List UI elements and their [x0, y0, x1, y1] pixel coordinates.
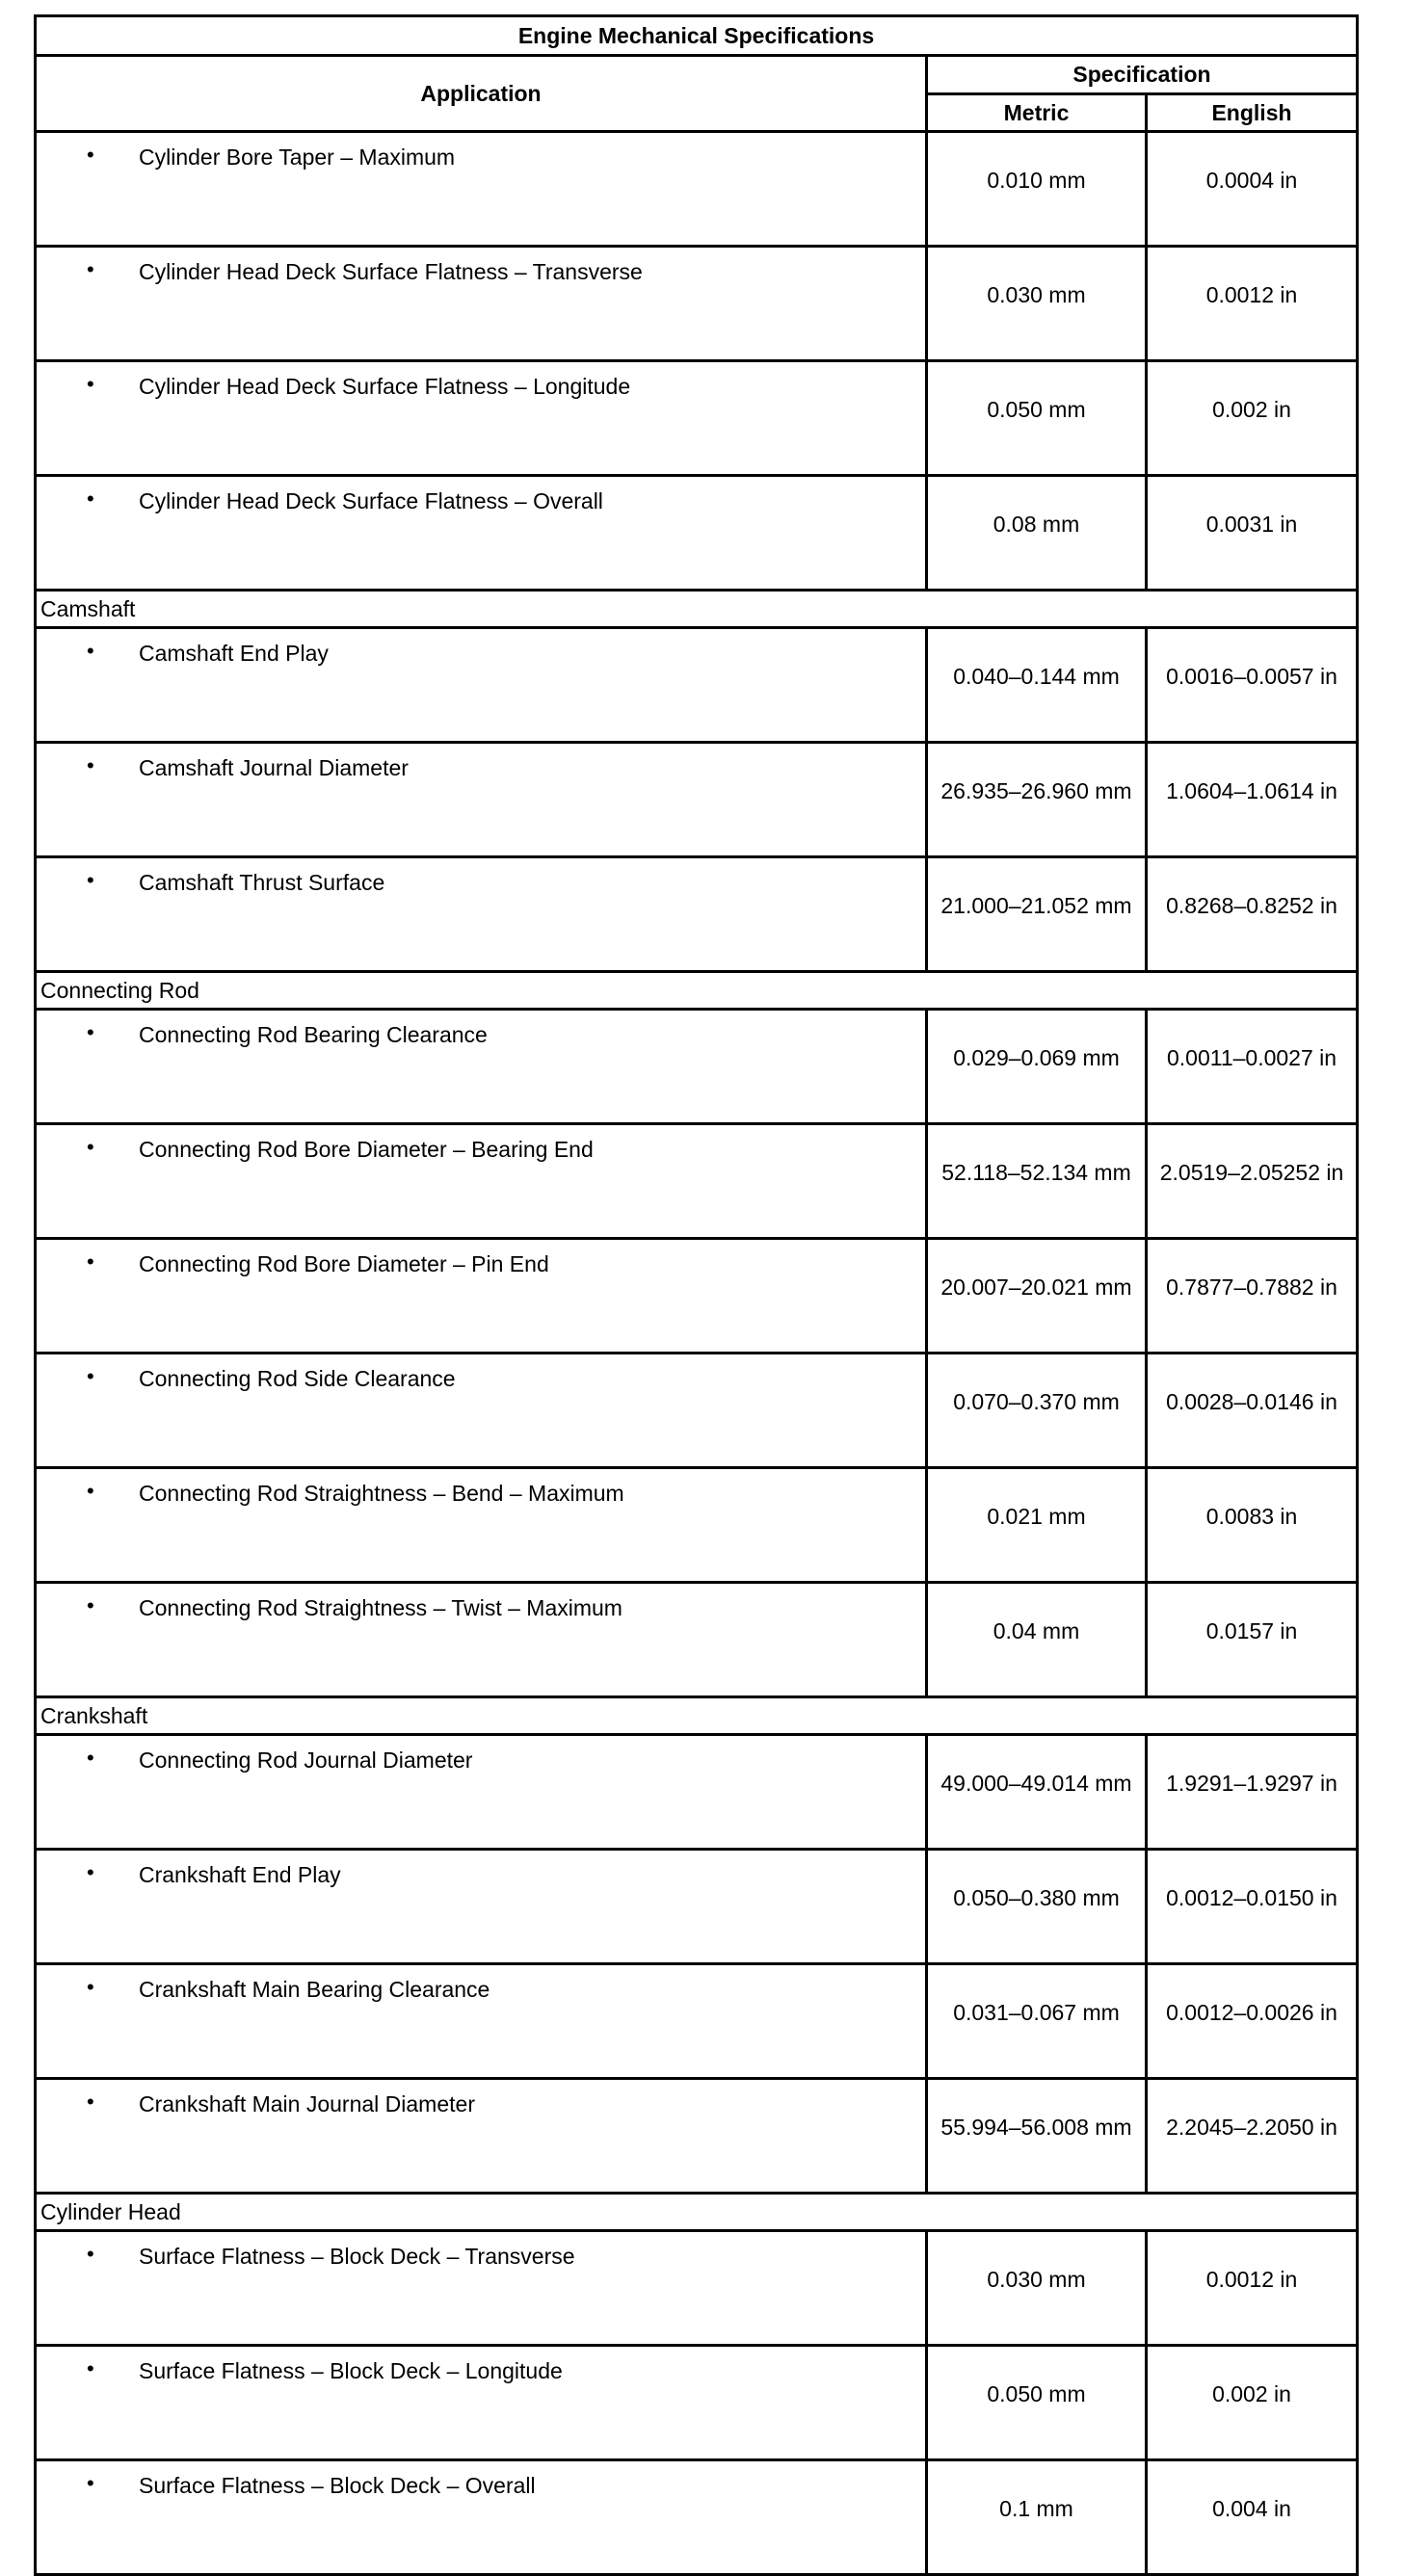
- title-row: [36, 16, 1358, 56]
- application-text: Cylinder Head Deck Surface Flatness – Overall: [139, 488, 603, 513]
- application-cell: [36, 1964, 927, 2079]
- table-title: Engine Mechanical Specifications: [36, 16, 1358, 56]
- application-text: Cylinder Bore Taper – Maximum: [139, 145, 456, 170]
- metric-header: Metric: [927, 94, 1147, 132]
- application-cell: [36, 2079, 927, 2194]
- application-cell: [36, 1124, 927, 1239]
- metric-value: 0.04 mm: [927, 1583, 1147, 1697]
- application-text: Crankshaft End Play: [139, 1862, 341, 1887]
- metric-value: 0.030 mm: [927, 247, 1147, 361]
- application-text: Cylinder Head Deck Surface Flatness – Longitude: [139, 374, 631, 399]
- bullet-icon: •: [87, 2090, 94, 2114]
- bullet-icon: •: [87, 2471, 94, 2495]
- table-row: [36, 361, 1358, 476]
- english-value: 2.2045–2.2050 in: [1147, 2079, 1358, 2194]
- application-text: Connecting Rod Straightness – Twist – Maximum: [139, 1595, 622, 1620]
- english-value: 0.0016–0.0057 in: [1147, 628, 1358, 743]
- table-row: [36, 1964, 1358, 2079]
- application-cell: [36, 857, 927, 972]
- application-text: Connecting Rod Straightness – Bend – Maximum: [139, 1481, 624, 1506]
- metric-value: 0.070–0.370 mm: [927, 1354, 1147, 1468]
- metric-value: 0.010 mm: [927, 132, 1147, 247]
- metric-value: 0.050–0.380 mm: [927, 1850, 1147, 1964]
- application-cell: [36, 361, 927, 476]
- application-text: Surface Flatness – Block Deck – Longitude: [139, 2358, 563, 2383]
- table-row: [36, 2079, 1358, 2194]
- table-row: [36, 1850, 1358, 1964]
- application-text: Connecting Rod Journal Diameter: [139, 1748, 473, 1773]
- english-value: 0.0004 in: [1147, 132, 1358, 247]
- bullet-icon: •: [87, 639, 94, 663]
- bullet-icon: •: [87, 1479, 94, 1503]
- table-row: [36, 1735, 1358, 1850]
- english-value: 0.0083 in: [1147, 1468, 1358, 1583]
- section-label: Camshaft: [36, 591, 1358, 628]
- metric-value: 0.050 mm: [927, 361, 1147, 476]
- metric-value: 52.118–52.134 mm: [927, 1124, 1147, 1239]
- bullet-icon: •: [87, 1593, 94, 1617]
- metric-value: 55.994–56.008 mm: [927, 2079, 1147, 2194]
- section-row: [36, 1697, 1358, 1735]
- metric-value: 0.031–0.067 mm: [927, 1964, 1147, 2079]
- application-cell: [36, 743, 927, 857]
- english-value: 1.9291–1.9297 in: [1147, 1735, 1358, 1850]
- application-cell: [36, 1239, 927, 1354]
- section-label: Cylinder Head: [36, 2194, 1358, 2231]
- table-row: [36, 1239, 1358, 1354]
- application-cell: [36, 1010, 927, 1124]
- english-value: 0.002 in: [1147, 361, 1358, 476]
- application-text: Connecting Rod Side Clearance: [139, 1366, 456, 1391]
- bullet-icon: •: [87, 372, 94, 396]
- table-row: [36, 2231, 1358, 2346]
- bullet-icon: •: [87, 1746, 94, 1770]
- application-text: Surface Flatness – Block Deck – Overall: [139, 2473, 536, 2498]
- english-header: English: [1147, 94, 1358, 132]
- section-label: Connecting Rod: [36, 972, 1358, 1010]
- table-row: [36, 2460, 1358, 2575]
- english-value: 0.7877–0.7882 in: [1147, 1239, 1358, 1354]
- english-value: 0.0012–0.0150 in: [1147, 1850, 1358, 1964]
- application-cell: [36, 2460, 927, 2575]
- section-row: [36, 972, 1358, 1010]
- english-value: 0.0012–0.0026 in: [1147, 1964, 1358, 2079]
- table-row: [36, 247, 1358, 361]
- application-text: Connecting Rod Bore Diameter – Pin End: [139, 1251, 549, 1276]
- application-cell: [36, 1468, 927, 1583]
- metric-value: 20.007–20.021 mm: [927, 1239, 1147, 1354]
- bullet-icon: •: [87, 257, 94, 281]
- application-text: Surface Flatness – Block Deck – Transverse: [139, 2244, 575, 2269]
- application-text: Camshaft End Play: [139, 641, 329, 666]
- english-value: 1.0604–1.0614 in: [1147, 743, 1358, 857]
- bullet-icon: •: [87, 486, 94, 511]
- table-row: [36, 1583, 1358, 1697]
- metric-value: 0.021 mm: [927, 1468, 1147, 1583]
- application-text: Crankshaft Main Bearing Clearance: [139, 1977, 490, 2002]
- application-text: Camshaft Thrust Surface: [139, 870, 385, 895]
- header-row: [36, 56, 1358, 94]
- application-cell: [36, 1583, 927, 1697]
- metric-value: 0.030 mm: [927, 2231, 1147, 2346]
- specification-header: Specification: [927, 56, 1358, 94]
- section-row: [36, 591, 1358, 628]
- application-text: Connecting Rod Bearing Clearance: [139, 1022, 488, 1047]
- english-value: 0.004 in: [1147, 2460, 1358, 2575]
- english-value: 0.0011–0.0027 in: [1147, 1010, 1358, 1124]
- english-value: 0.0157 in: [1147, 1583, 1358, 1697]
- application-text: Connecting Rod Bore Diameter – Bearing End: [139, 1137, 594, 1162]
- bullet-icon: •: [87, 868, 94, 892]
- table-row: [36, 1468, 1358, 1583]
- bullet-icon: •: [87, 2242, 94, 2266]
- bullet-icon: •: [87, 1860, 94, 1884]
- bullet-icon: •: [87, 1020, 94, 1044]
- spec-table: [34, 14, 1359, 2576]
- table-row: [36, 857, 1358, 972]
- application-cell: [36, 132, 927, 247]
- application-cell: [36, 247, 927, 361]
- table-row: [36, 743, 1358, 857]
- table-row: [36, 1010, 1358, 1124]
- application-cell: [36, 2346, 927, 2460]
- bullet-icon: •: [87, 143, 94, 167]
- bullet-icon: •: [87, 1975, 94, 1999]
- bullet-icon: •: [87, 1135, 94, 1159]
- application-header: Application: [36, 56, 927, 132]
- application-cell: [36, 1354, 927, 1468]
- metric-value: 0.029–0.069 mm: [927, 1010, 1147, 1124]
- english-value: 0.002 in: [1147, 2346, 1358, 2460]
- table-row: [36, 476, 1358, 591]
- table-row: [36, 1354, 1358, 1468]
- english-value: 2.0519–2.05252 in: [1147, 1124, 1358, 1239]
- section-label: Crankshaft: [36, 1697, 1358, 1735]
- metric-value: 0.08 mm: [927, 476, 1147, 591]
- application-text: Camshaft Journal Diameter: [139, 755, 409, 780]
- table-row: [36, 628, 1358, 743]
- metric-value: 0.050 mm: [927, 2346, 1147, 2460]
- english-value: 0.0012 in: [1147, 247, 1358, 361]
- metric-value: 0.1 mm: [927, 2460, 1147, 2575]
- bullet-icon: •: [87, 1364, 94, 1388]
- spec-body: [36, 132, 1358, 2575]
- application-cell: [36, 2231, 927, 2346]
- english-value: 0.0031 in: [1147, 476, 1358, 591]
- bullet-icon: •: [87, 1249, 94, 1274]
- section-row: [36, 2194, 1358, 2231]
- english-value: 0.0028–0.0146 in: [1147, 1354, 1358, 1468]
- metric-value: 26.935–26.960 mm: [927, 743, 1147, 857]
- application-text: Crankshaft Main Journal Diameter: [139, 2091, 475, 2116]
- application-cell: [36, 628, 927, 743]
- bullet-icon: •: [87, 753, 94, 777]
- english-value: 0.8268–0.8252 in: [1147, 857, 1358, 972]
- application-cell: [36, 476, 927, 591]
- metric-value: 21.000–21.052 mm: [927, 857, 1147, 972]
- application-cell: [36, 1850, 927, 1964]
- table-row: [36, 132, 1358, 247]
- table-row: [36, 2346, 1358, 2460]
- application-cell: [36, 1735, 927, 1850]
- bullet-icon: •: [87, 2356, 94, 2380]
- application-text: Cylinder Head Deck Surface Flatness – Transverse: [139, 259, 643, 284]
- table-row: [36, 1124, 1358, 1239]
- metric-value: 0.040–0.144 mm: [927, 628, 1147, 743]
- metric-value: 49.000–49.014 mm: [927, 1735, 1147, 1850]
- english-value: 0.0012 in: [1147, 2231, 1358, 2346]
